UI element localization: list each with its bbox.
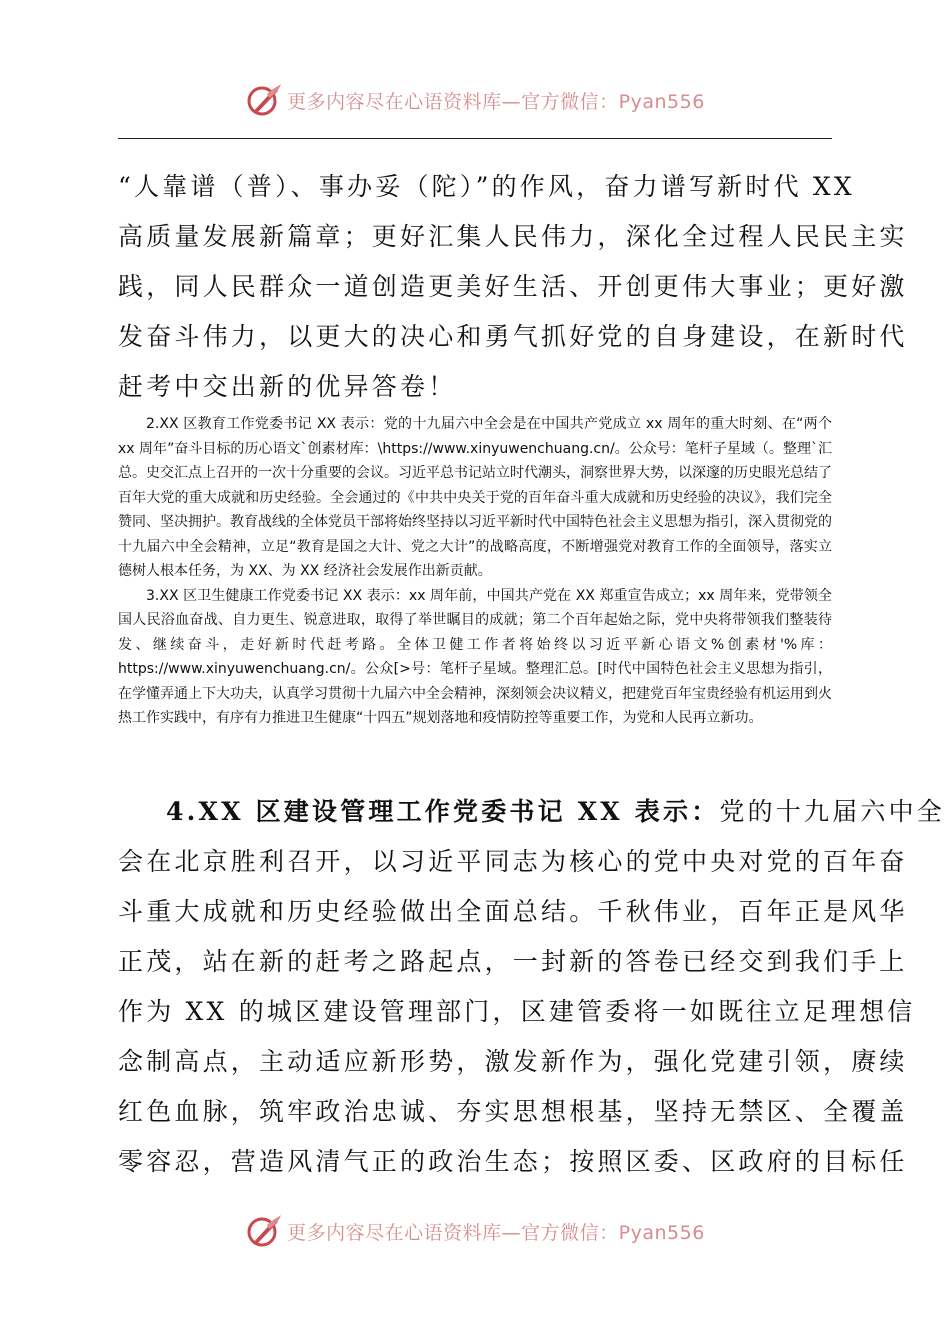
header-divider — [118, 138, 832, 139]
para1-line: 发奋斗伟力，以更大的决心和勇气抓好党的自身建设，在新时代 — [118, 322, 908, 351]
item-2-paragraph: 2.XX 区教育工作党委书记 XX 表示：党的十九届六中全会是在中国共产党成立 xx 周年的重大时刻、在“两个 xx 周年”奋斗目标的历心语文`创素材库：\https://www.xinyuwenchuang.cn/。公众号：笔杆子星域（。整理`汇总。史交汇点上召开的一次十分重要的会议。习近平总书记站立时代潮头，洞察世界大势，以深邃的历史眼光总结了百年大党的重大成就和历史经验。全会通过的《中共中央关于党的百年奋斗重大成就和历史经验的决议》，我们完全赞同、坚决拥护。教育战线的全体党员干部将始终坚持以习近平新时代中国特色社会主义思想为指引，深入贯彻党的十九届六中全会精神，立足“教育是国之大计、党之大计”的战略高度，不断增强党对教育工作的全面领导，落实立德树人根本任务，为 XX、为 XX 经济社会发展作出新贡献。 — [118, 416, 832, 579]
item4-line: 正茂，站在新的赶考之路起点，一封新的答卷已经交到我们手上 — [118, 947, 908, 976]
item4-line: 斗重大成就和历史经验做出全面总结。千秋伟业，百年正是风华 — [118, 897, 908, 926]
item4-lead-rest: 党的十九届六中全 — [719, 797, 946, 826]
item-3-paragraph: 3.XX 区卫生健康工作党委书记 XX 表示：xx 周年前，中国共产党在 XX 郑重宣告成立；xx 周年来，党带领全国人民浴血奋战、自力更生、锐意进取，取得了举世瞩目的成就；第二个百年起始之际，党中央将带领我们整装待发、继续奋斗，走好新时代赶考路。全体卫健工作者将始终以习近平新心语文%创素材'%库：https://www.xinyuwenchuang.cn/。公众[>号：笔杆子星域。整理汇总。[时代中国特色社会主义思想为指引，在学懂弄通上下大功夫，认真学习贯彻十九届六中全会精神，深刻领会决议精义，把建党百年宝贵经验有机运用到火热工作实践中，有序有力推进卫生健康“十四五”规划落地和疫情防控等重要工作，为党和人民再立新功。 — [118, 587, 832, 726]
quill-pen-logo-icon — [245, 1213, 283, 1249]
para1-line: 高质量发展新篇章；更好汇集人民伟力，深化全过程人民民主实 — [118, 222, 908, 251]
item4-lead: 4.XX 区建设管理工作党委书记 XX 表示： — [166, 797, 720, 826]
para1-line: “人靠谱（普）、事办妥（陀）”的作风，奋力谱写新时代 XX — [118, 172, 855, 201]
item4-line: 零容忍，营造风清气正的政治生态；按照区委、区政府的目标任 — [118, 1147, 908, 1176]
item4-line: 作为 XX 的城区建设管理部门，区建管委将一如既往立足理想信 — [118, 997, 916, 1026]
para1-line: 赶考中交出新的优异答卷！ — [118, 372, 457, 401]
header-banner-text: 更多内容尽在心语资料库—官方微信：Pyan556 — [287, 90, 705, 113]
footer-banner-text: 更多内容尽在心语资料库—官方微信：Pyan556 — [287, 1221, 705, 1244]
item4-line: 红色血脉，筑牢政治忠诚、夯实思想根基，坚持无禁区、全覆盖 — [118, 1097, 908, 1126]
item4-line-first — [166, 787, 946, 837]
header-banner — [0, 80, 950, 120]
item4-line: 念制高点，主动适应新形势，激发新作为，强化党建引领，赓续 — [118, 1047, 908, 1076]
item4-line: 会在北京胜利召开，以习近平同志为核心的党中央对党的百年奋 — [118, 847, 908, 876]
small-text-block — [118, 412, 832, 731]
quill-pen-logo-icon — [245, 82, 283, 118]
footer-banner — [0, 1211, 950, 1251]
para1-line: 践，同人民群众一道创造更美好生活、开创更伟大事业；更好激 — [118, 272, 908, 301]
